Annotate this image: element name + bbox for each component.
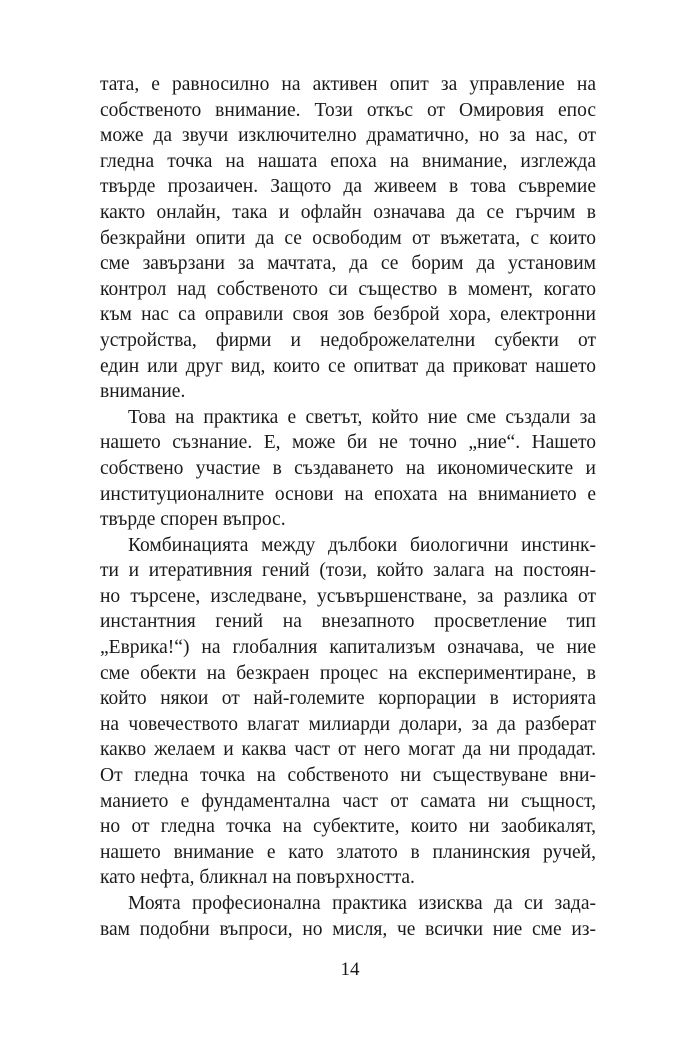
body-text [100, 72, 596, 942]
text-line: собствено участие в създаването на икономическите и [100, 457, 596, 479]
text-line: твърде прозаичен. Защото да живеем в това съвремие [100, 176, 596, 198]
text-line: вам подобни въпроси, но мисля, че всички ние сме из- [100, 918, 596, 940]
text-line: сме завързани за мачтата, да се борим да установим [100, 253, 596, 275]
text-line: Това на практика е светът, който ние сме създали за [128, 406, 596, 428]
text-line: тата, е равносилно на активен опит за управление на [100, 74, 596, 95]
paragraph [100, 72, 596, 405]
text-line: собственото внимание. Този откъс от Омировия епос [100, 99, 596, 121]
text-line: но търсене, изследване, усъвършенстване, за разлика от [100, 585, 596, 607]
text-line: ти и итеративния гений (този, който залага на постоян- [100, 560, 596, 582]
text-line: но от гледна точка на субектите, които ни заобикалят, [100, 816, 596, 838]
paragraph [100, 891, 596, 942]
text-line: гледна точка на нашата епоха на внимание, изглежда [100, 150, 596, 172]
text-line: както онлайн, така и офлайн означава да се гърчим в [100, 201, 596, 223]
page-number: 14 [340, 959, 360, 980]
text-line: към нас са оправили своя зов безброй хора, електронни [100, 304, 596, 326]
text-line: нашето внимание е като златото в планинския ручей, [100, 841, 596, 863]
text-line: контрол над собственото си същество в момент, когато [100, 278, 596, 300]
text-line: на човечеството влагат милиарди долари, за да разберат [100, 713, 596, 735]
text-line: като нефта, бликнал на повърхността. [100, 867, 415, 889]
text-line: твърде спорен въпрос. [100, 509, 286, 531]
paragraph [100, 533, 596, 891]
text-line: институционалните основи на епохата на вниманието е [100, 483, 596, 505]
paragraph [100, 405, 596, 533]
text-line: един или друг вид, които се опитват да приковат нашето [100, 355, 596, 377]
text-line: може да звучи изключително драматично, но за нас, от [100, 125, 596, 147]
text-line: нашето съзнание. Е, може би не точно „ние“. Нашето [100, 432, 596, 454]
text-line: манието е фундаментална част от самата ни същност, [100, 790, 596, 812]
text-line: внимание. [100, 381, 186, 403]
text-line: Комбинацията между дълбоки биологични инстинк- [128, 534, 596, 556]
text-line: „Еврика!“) на глобалния капитализъм означава, че ние [100, 637, 596, 659]
text-line: който някои от най-големите корпорации в историята [100, 688, 596, 710]
text-line: безкрайни опити да се освободим от въжетата, с които [100, 227, 596, 249]
text-line: От гледна точка на собственото ни съществуване вни- [100, 765, 596, 787]
text-line: Моята професионална практика изисква да си зада- [128, 893, 596, 914]
text-line: устройства, фирми и недоброжелателни субекти от [100, 329, 596, 351]
text-line: инстантния гений на внезапното просветление тип [100, 611, 596, 633]
text-line: сме обекти на безкраен процес на експериментиране, в [100, 662, 596, 684]
text-line: какво желаем и каква част от него могат да ни продадат. [100, 739, 596, 761]
